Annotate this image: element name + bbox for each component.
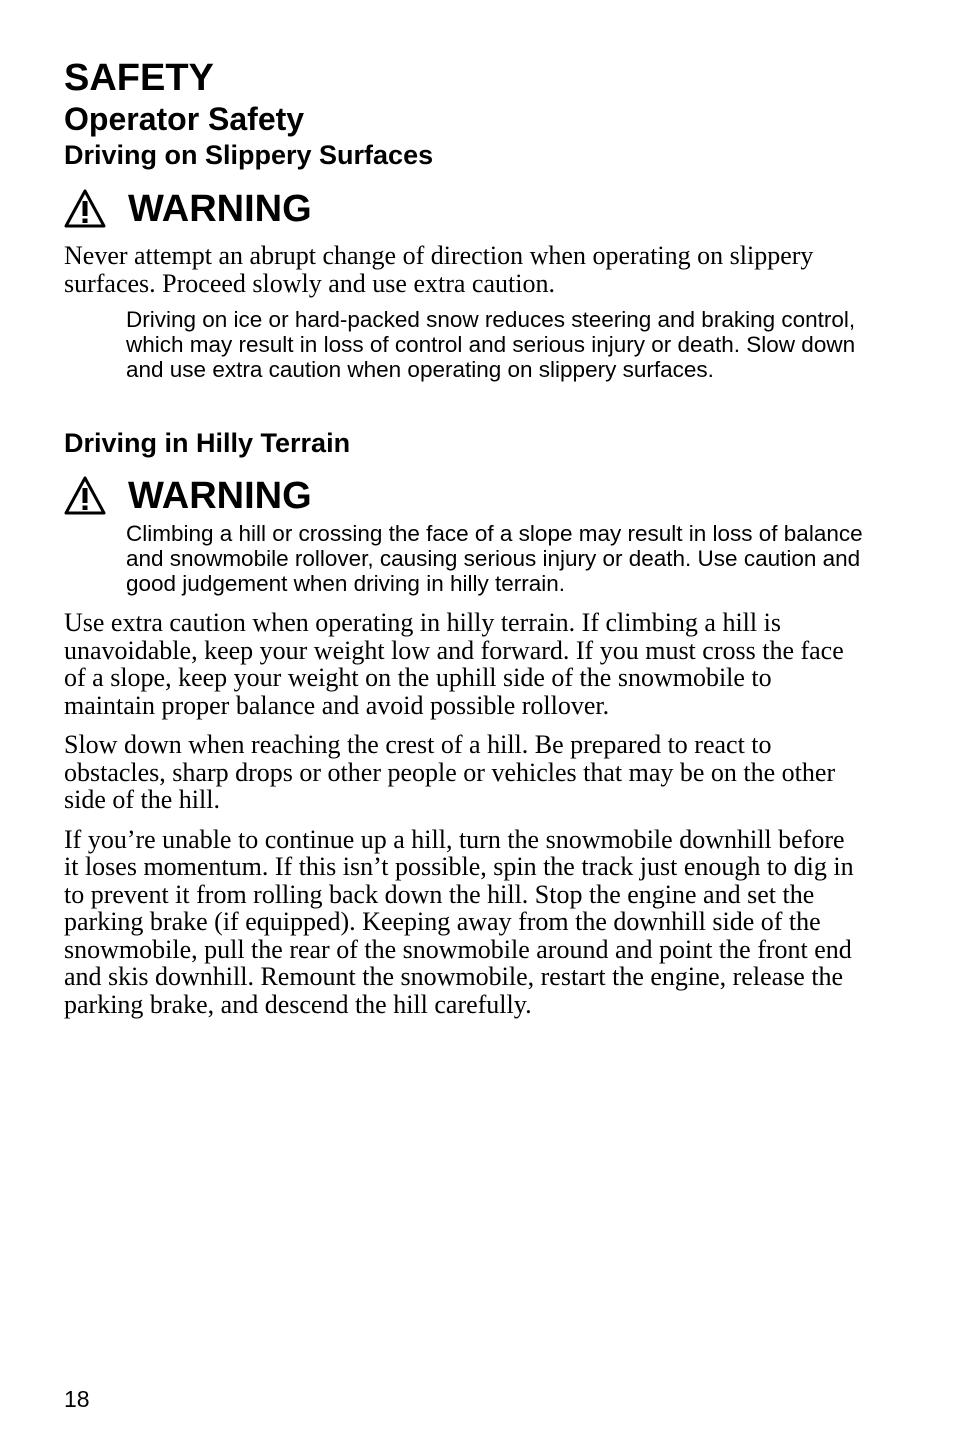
hilly-paragraph: Use extra caution when operating in hilly terrain. If climbing a hill is unavoidable, keep your weight low and forward. If you must cross the face of a slope, keep your weight on the uphill side of the snowmobile to maintain proper balance and avoid possible rollover. (64, 608, 844, 720)
subsection-title: Operator Safety (64, 101, 305, 137)
warning-triangle-icon (64, 475, 106, 517)
warning-label: WARNING (128, 475, 312, 517)
slippery-warning-text: Driving on ice or hard-packed snow reduces steering and braking control, which may result in loss of control and serious injury or death. Slow down and use extra caution when operating on slippery surfaces. (126, 307, 856, 382)
hilly-warning-header (64, 472, 864, 520)
manual-page (64, 56, 864, 1018)
hilly-paragraph: Slow down when reaching the crest of a hill. Be prepared to react to obstacles, sharp drops or other people or vehicles that may be on the other side of the hill. (64, 730, 836, 814)
warning-label: WARNING (128, 188, 312, 230)
hilly-heading: Driving in Hilly Terrain (64, 428, 351, 458)
page-number: 18 (64, 1386, 90, 1412)
slippery-warning-header (64, 185, 864, 233)
hilly-paragraph: If you’re unable to continue up a hill, turn the snowmobile downhill before it loses momentum. If this isn’t possible, spin the track just enough to dig in to prevent it from rolling back down the hill. Stop the engine and set the parking brake (if equipped). Keeping away from the downhill side of the snowmobile, pull the rear of the snowmobile around and point the front end and skis downhill. Remount the snowmobile, restart the engine, release the parking brake, and descend the hill carefully. (64, 824, 854, 1019)
warning-triangle-icon (64, 188, 106, 230)
slippery-body: Never attempt an abrupt change of direction when operating on slippery surfaces. Proceed slowly and use extra caution. (64, 241, 814, 298)
section-title: SAFETY (64, 57, 214, 99)
slippery-heading: Driving on Slippery Surfaces (64, 140, 434, 170)
hilly-warning-text: Climbing a hill or crossing the face of a slope may result in loss of balance and snowmobile rollover, causing serious injury or death. Use caution and good judgement when driving in hilly terrain. (126, 521, 863, 596)
